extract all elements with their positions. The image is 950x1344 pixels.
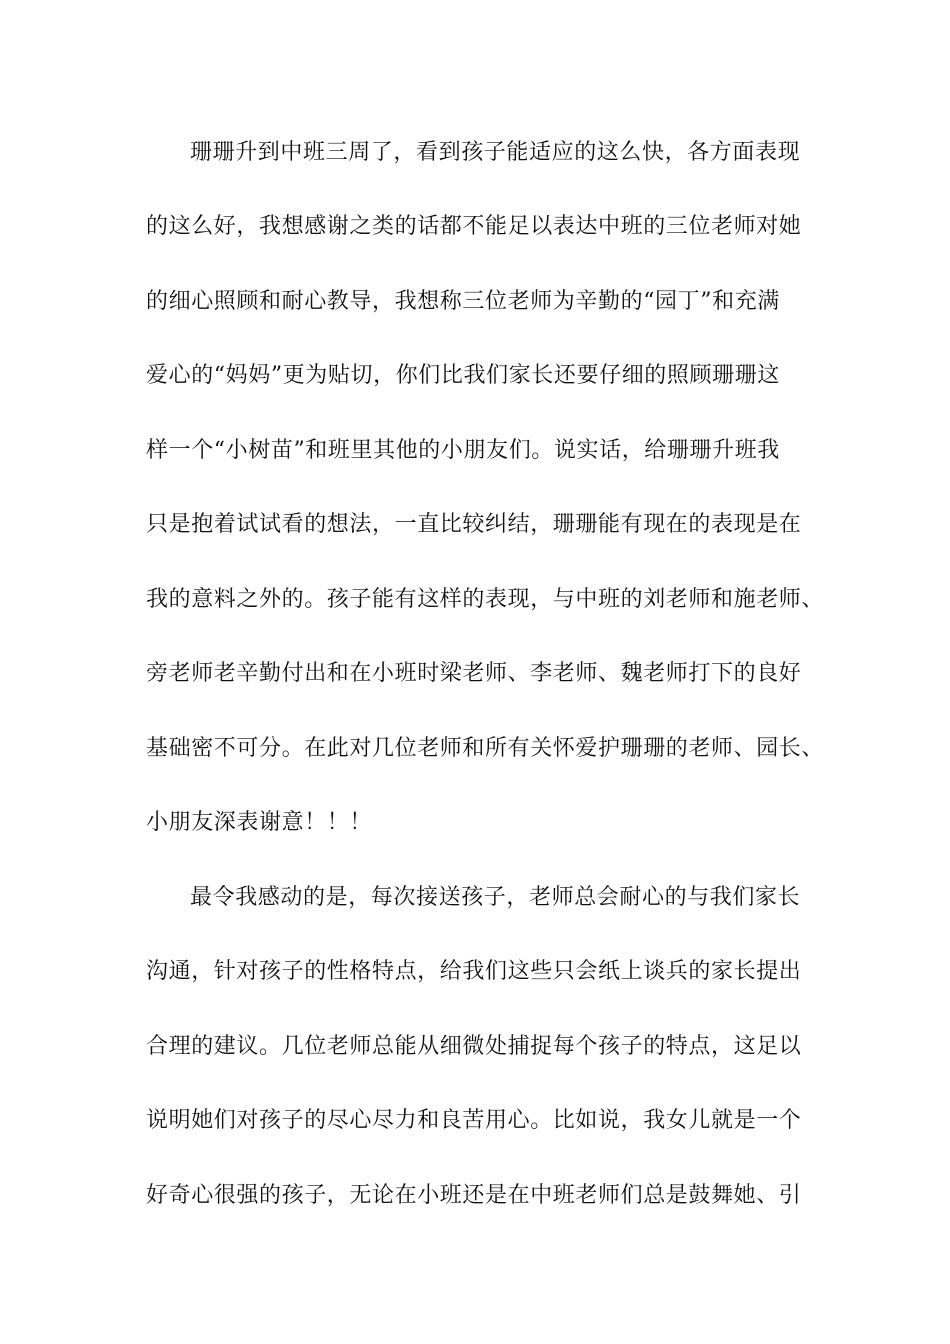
paragraph-2-line-3: 合理的建议。几位老师总能从细微处捕捉每个孩子的特点，这足以 — [146, 1034, 802, 1059]
paragraph-1-line-5: 样一个“小树苗”和班里其他的小朋友们。说实话，给珊珊升班我 — [146, 438, 780, 463]
paragraph-1-line-7: 我的意料之外的。孩子能有这样的表现，与中班的刘老师和施老师、 — [146, 587, 825, 612]
paragraph-1-line-3: 的细心照顾和耐心教导，我想称三位老师为辛勤的“园丁”和充满 — [146, 289, 780, 314]
paragraph-1-line-6: 只是抱着试试看的想法，一直比较纠结，珊珊能有现在的表现是在 — [146, 512, 802, 537]
paragraph-1-line-10: 小朋友深表谢意！！！ — [146, 810, 373, 835]
paragraph-1-line-1: 珊珊升到中班三周了，看到孩子能适应的这么快，各方面表现 — [190, 140, 801, 165]
paragraph-2-line-2: 沟通，针对孩子的性格特点，给我们这些只会纸上谈兵的家长提出 — [146, 959, 802, 984]
paragraph-2-line-4: 说明她们对孩子的尽心尽力和良苦用心。比如说，我女儿就是一个 — [146, 1108, 802, 1133]
paragraph-1-line-4: 爱心的“妈妈”更为贴切，你们比我们家长还要仔细的照顾珊珊这 — [146, 363, 780, 388]
paragraph-2-line-5: 好奇心很强的孩子，无论在小班还是在中班老师们总是鼓舞她、引 — [146, 1183, 802, 1208]
paragraph-1-line-9: 基础密不可分。在此对几位老师和所有关怀爱护珊珊的老师、园长、 — [146, 736, 825, 761]
paragraph-1-line-2: 的这么好，我想感谢之类的话都不能足以表达中班的三位老师对她 — [146, 214, 802, 239]
paragraph-1-line-8: 旁老师老辛勤付出和在小班时梁老师、李老师、魏老师打下的良好 — [146, 661, 802, 686]
paragraph-2-line-1: 最令我感动的是，每次接送孩子，老师总会耐心的与我们家长 — [190, 885, 801, 910]
